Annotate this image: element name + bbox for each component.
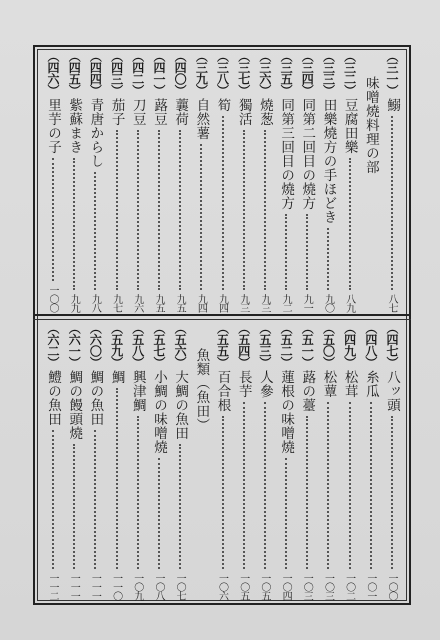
entry-title: 鯛の魚田 xyxy=(87,370,104,426)
entry-number: （四一） xyxy=(151,50,166,96)
entry-title: 蕗の薹 xyxy=(299,370,316,412)
dot-leader xyxy=(391,416,393,569)
entry-title: 鱧の魚田 xyxy=(45,370,61,426)
entry-number: （五四） xyxy=(236,322,251,368)
entry-title: 蓮根の味噌燒 xyxy=(278,370,295,454)
dot-leader xyxy=(137,416,139,569)
page-number: 九一 xyxy=(301,294,313,312)
dot-leader xyxy=(370,402,372,569)
page-number: 一〇一 xyxy=(364,573,376,600)
dot-leader xyxy=(264,402,266,569)
page-number: 一〇七 xyxy=(174,573,186,600)
entry-number: （四六） xyxy=(46,50,60,96)
entry-title: 長芋 xyxy=(235,370,252,398)
toc-entry xyxy=(233,50,254,312)
entry-title: 鯛の饅頭燒 xyxy=(66,370,83,440)
page-number: 九四 xyxy=(216,294,228,312)
entry-title: 松茸 xyxy=(341,370,358,398)
page-number: 九六 xyxy=(131,294,143,312)
page-number: 一〇五 xyxy=(237,573,249,600)
dot-leader xyxy=(94,172,96,290)
dot-leader xyxy=(116,388,118,569)
page-number: 一〇六 xyxy=(216,573,228,600)
entry-title: 自然薯 xyxy=(193,98,210,140)
page-number: 一〇〇 xyxy=(47,285,58,312)
entry-number: （四九） xyxy=(342,322,357,368)
dot-leader xyxy=(200,144,202,290)
entry-number: （六二） xyxy=(46,322,60,368)
entry-number: （四七） xyxy=(385,322,399,368)
section-title: 味噌燒料理の部 xyxy=(362,76,379,174)
entry-number: （五六） xyxy=(173,322,188,368)
toc-top-panel xyxy=(38,50,406,312)
dot-leader xyxy=(327,228,329,290)
dot-leader xyxy=(158,458,160,569)
toc-entry xyxy=(127,50,148,312)
entry-number: （三四） xyxy=(300,50,315,96)
toc-entry xyxy=(127,322,148,600)
page-number: 九五 xyxy=(174,294,186,312)
dot-leader xyxy=(73,158,75,290)
dot-leader xyxy=(349,402,351,569)
toc-entry xyxy=(339,322,360,600)
page-number: 九四 xyxy=(195,294,207,312)
toc-entry xyxy=(212,50,233,312)
dot-leader xyxy=(243,130,245,290)
page-number: 八九 xyxy=(343,294,355,312)
page-number: 一〇〇 xyxy=(386,573,397,600)
entry-title: 大鯛の魚田 xyxy=(172,370,189,440)
entry-title: 蕗豆 xyxy=(150,98,167,126)
entry-title: 里芋の子 xyxy=(45,98,61,154)
entry-number: （三三） xyxy=(321,50,336,96)
toc-entry xyxy=(339,50,360,312)
dot-leader xyxy=(137,130,139,290)
entry-number: （三七） xyxy=(236,50,251,96)
page-number: 九二 xyxy=(280,294,292,312)
entry-title: 同第三回目の燒方 xyxy=(278,98,295,210)
entry-number: （五二） xyxy=(279,322,294,368)
page-number: 一一一 xyxy=(89,573,101,600)
entry-title: 豆腐田樂 xyxy=(341,98,358,154)
entry-title: 筍 xyxy=(214,98,231,112)
entry-number: （四〇） xyxy=(173,50,188,96)
toc-entry xyxy=(42,50,63,312)
toc-entry xyxy=(296,50,317,312)
entry-number: （五五） xyxy=(215,322,230,368)
dot-leader xyxy=(306,416,308,569)
dot-leader xyxy=(306,214,308,290)
entry-title: 人參 xyxy=(256,370,273,398)
dot-leader xyxy=(285,214,287,290)
toc-entry xyxy=(106,50,127,312)
dot-leader xyxy=(327,402,329,569)
dot-leader xyxy=(349,158,351,290)
toc-entry xyxy=(275,322,296,600)
entry-number: （四八） xyxy=(363,322,378,368)
dot-leader xyxy=(179,130,181,290)
entry-title: 刀豆 xyxy=(129,98,146,126)
dot-leader xyxy=(179,444,181,569)
page-number: 八七 xyxy=(386,294,397,312)
entry-number: （三五） xyxy=(279,50,294,96)
dot-leader xyxy=(285,458,287,569)
dot-leader xyxy=(52,430,54,569)
page-number: 一〇八 xyxy=(152,573,164,600)
toc-entry xyxy=(381,322,402,600)
dot-leader xyxy=(73,444,75,569)
entry-number: （三九） xyxy=(194,50,209,96)
toc-entry xyxy=(360,322,381,600)
toc-entry xyxy=(106,322,127,600)
page-number: 一〇九 xyxy=(131,573,143,600)
entry-number: （三八） xyxy=(215,50,230,96)
page-number: 一一〇 xyxy=(110,573,122,600)
section-title: 魚類（魚田） xyxy=(193,348,210,432)
toc-entry xyxy=(317,322,338,600)
entry-number: （五一） xyxy=(300,322,315,368)
entry-number: （五七） xyxy=(151,322,166,368)
toc-entry xyxy=(190,50,211,312)
entry-number: （四三） xyxy=(109,50,124,96)
entry-title: 興津鯛 xyxy=(129,370,146,412)
entry-title: 八ッ頭 xyxy=(384,370,400,412)
entry-number: （三六） xyxy=(257,50,272,96)
toc-section-heading xyxy=(190,322,211,600)
toc-entry xyxy=(63,50,84,312)
toc-entry xyxy=(296,322,317,600)
page-number: 一〇二 xyxy=(343,573,355,600)
entry-title: 同第二回目の燒方 xyxy=(299,98,316,210)
entry-title: 紫蘇まき xyxy=(66,98,83,154)
dot-leader xyxy=(222,116,224,290)
dot-leader xyxy=(243,402,245,569)
toc-entry xyxy=(84,322,105,600)
toc-entry xyxy=(275,50,296,312)
entry-title: 鰯 xyxy=(384,98,400,112)
page-number: 一〇五 xyxy=(258,573,270,600)
toc-entry xyxy=(169,50,190,312)
toc-entry xyxy=(63,322,84,600)
dot-leader xyxy=(52,158,54,281)
toc-entry xyxy=(233,322,254,600)
section-divider xyxy=(33,314,411,320)
page-number: 九三 xyxy=(258,294,270,312)
page-number: 一〇三 xyxy=(322,573,334,600)
page-number: 九八 xyxy=(89,294,101,312)
entry-number: （三一） xyxy=(385,50,399,96)
entry-title: 田樂燒方の手ほどき xyxy=(320,98,337,224)
toc-entry xyxy=(84,50,105,312)
entry-title: 青唐からし xyxy=(87,98,104,168)
page-number: 一〇四 xyxy=(280,573,292,600)
entry-title: 茄子 xyxy=(108,98,125,126)
entry-number: （五〇） xyxy=(321,322,336,368)
page-number: 九〇 xyxy=(322,294,334,312)
dot-leader xyxy=(222,416,224,569)
entry-number: （五三） xyxy=(257,322,272,368)
entry-number: （五八） xyxy=(130,322,145,368)
toc-entry xyxy=(148,50,169,312)
toc-entry xyxy=(148,322,169,600)
toc-entry xyxy=(317,50,338,312)
toc-entry xyxy=(212,322,233,600)
page-number: 一一一 xyxy=(68,573,80,600)
page-number: 一一二 xyxy=(47,573,58,600)
entry-number: （六一） xyxy=(67,322,82,368)
toc-bottom-panel xyxy=(38,322,406,600)
entry-title: 燒葱 xyxy=(256,98,273,126)
page-number: 九九 xyxy=(68,294,80,312)
page-number: 一〇三 xyxy=(301,573,313,600)
entry-number: （三二） xyxy=(342,50,357,96)
entry-title: 百合根 xyxy=(214,370,231,412)
entry-number: （五九） xyxy=(109,322,124,368)
dot-leader xyxy=(391,116,393,290)
entry-title: 小鯛の味噌燒 xyxy=(150,370,167,454)
toc-entry xyxy=(42,322,63,600)
toc-entry xyxy=(254,322,275,600)
dot-leader xyxy=(158,130,160,290)
dot-leader xyxy=(116,130,118,290)
toc-entry xyxy=(254,50,275,312)
entry-number: （四二） xyxy=(130,50,145,96)
entry-title: 蘘荷 xyxy=(172,98,189,126)
entry-title: 糸瓜 xyxy=(362,370,379,398)
page-number: 九七 xyxy=(110,294,122,312)
toc-section-heading xyxy=(360,50,381,312)
toc-entry xyxy=(169,322,190,600)
page-number: 九五 xyxy=(152,294,164,312)
dot-leader xyxy=(94,430,96,569)
page-number: 九三 xyxy=(237,294,249,312)
toc-entry xyxy=(381,50,402,312)
entry-number: （四五） xyxy=(67,50,82,96)
entry-number: （四四） xyxy=(88,50,103,96)
entry-title: 松蕈 xyxy=(320,370,337,398)
entry-number: （六〇） xyxy=(88,322,103,368)
entry-title: 鯛 xyxy=(108,370,125,384)
dot-leader xyxy=(264,130,266,290)
entry-title: 獨活 xyxy=(235,98,252,126)
